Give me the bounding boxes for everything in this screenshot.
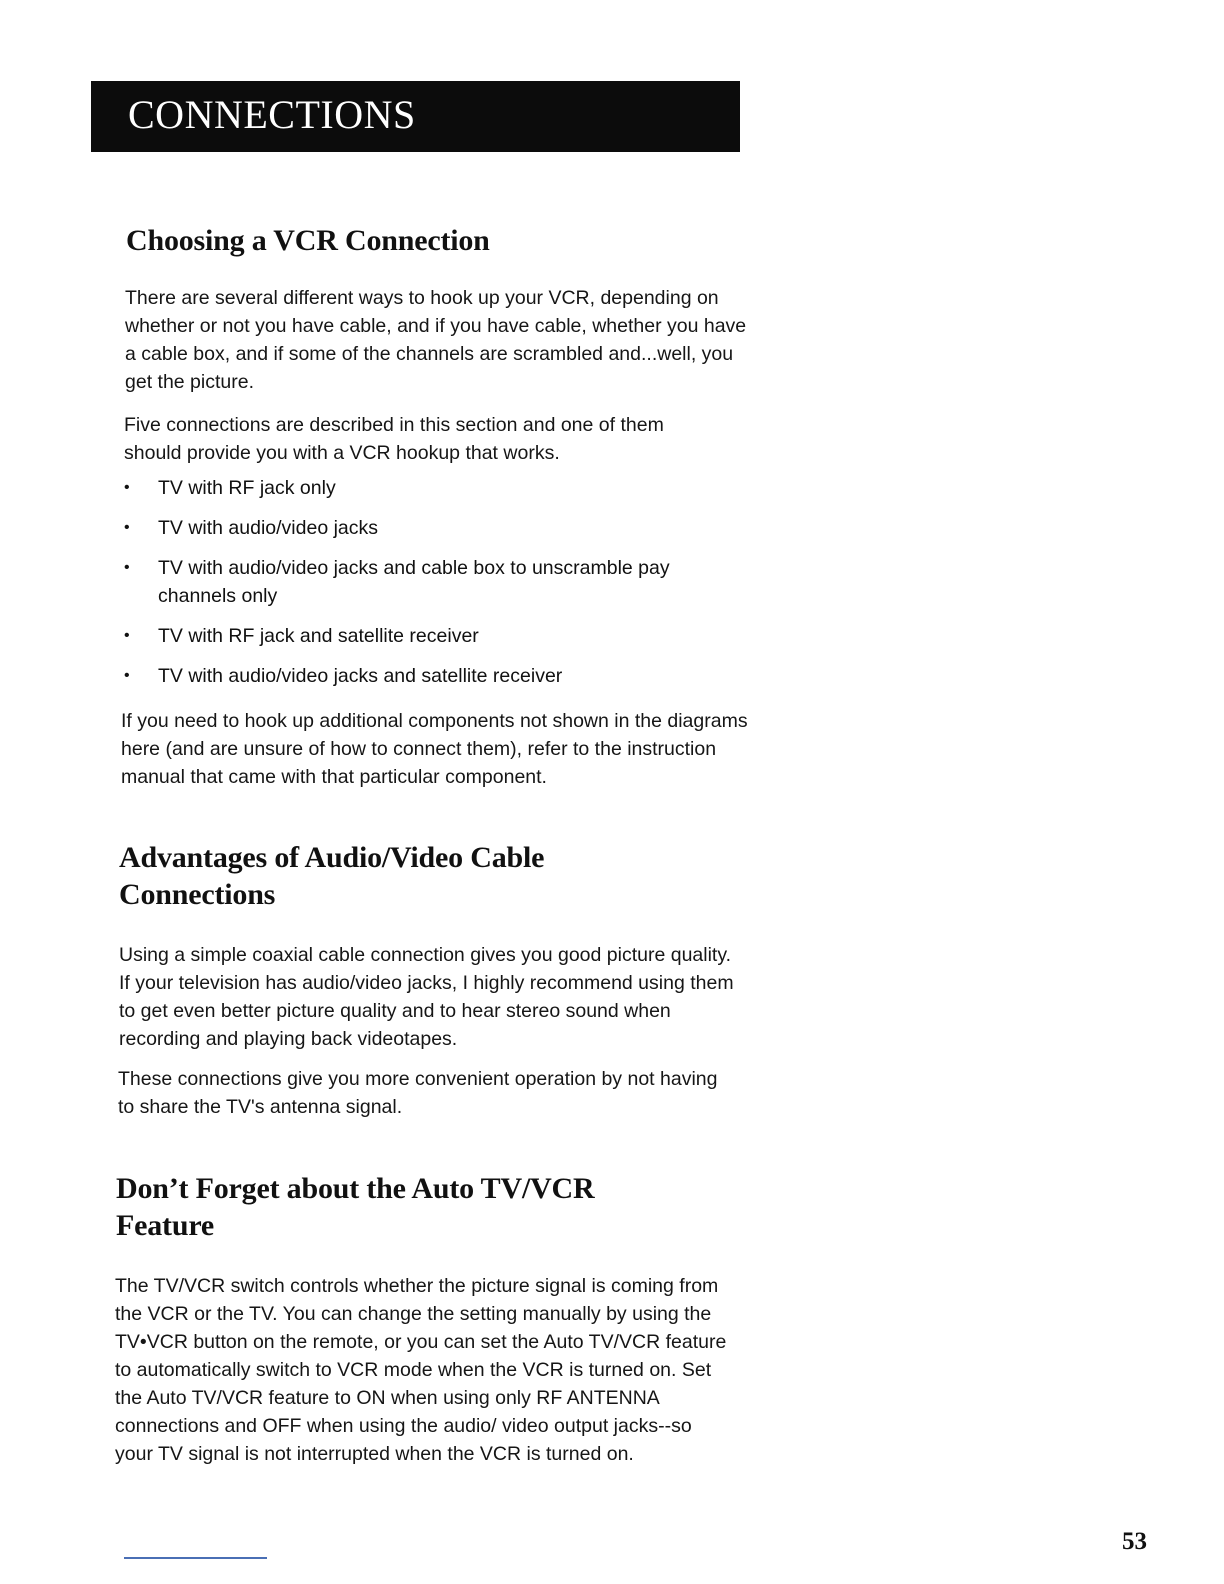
heading-advantages-av-line1: Advantages of Audio/Video Cable [119,841,545,874]
heading-advantages-av-line2: Connections [119,878,276,911]
convenience-paragraph: These connections give you more convenient operation by not having to share the TV's antenna signal. [118,1068,718,1118]
heading-choosing-vcr-connection: Choosing a VCR Connection [126,224,490,257]
bullet-glyph: • [124,519,130,536]
additional-components-paragraph: If you need to hook up additional components not shown in the diagrams here (and are unsure of how to connect them), refer to the instruction manual that came with that particular component. [121,710,748,788]
bullet-glyph: • [124,479,130,496]
heading-auto-tv-vcr-line1: Don’t Forget about the Auto TV/VCR [116,1172,595,1205]
coaxial-paragraph: Using a simple coaxial cable connection gives you good picture quality. If your television has audio/video jacks, I highly recommend using them to get even better picture quality and to hear stereo sound when recording and playing back videotapes. [119,944,734,1050]
bullet-glyph: • [124,667,130,684]
heading-auto-tv-vcr-line2: Feature [116,1209,215,1242]
footer-rule [124,1557,267,1559]
list-item: • TV with audio/video jacks and satellite receiver [124,662,744,690]
list-item: • TV with RF jack and satellite receiver [124,622,744,650]
list-item: • TV with audio/video jacks [124,514,744,542]
connection-list [124,474,744,702]
section-title: CONNECTIONS [128,92,416,137]
page-number: 53 [1122,1528,1147,1555]
bullet-glyph: • [124,559,130,576]
tv-vcr-switch-paragraph: The TV/VCR switch controls whether the picture signal is coming from the VCR or the TV. You can change the setting manually by using the TV•VCR button on the remote, or you can set the Auto TV/VCR feature to automatically switch to VCR mode when the VCR is turned on. Set the Auto TV/VCR feature to ON when using only RF ANTENNA connections and OFF when using the audio/ video output jacks--so your TV signal is not interrupted when the VCR is turned on. [115,1275,727,1465]
list-item: • TV with RF jack only [124,474,744,502]
list-item: • TV with audio/video jacks and cable box to unscramble pay channels only [124,554,744,610]
bullet-glyph: • [124,627,130,644]
connections-paragraph: Five connections are described in this section and one of them should provide you with a VCR hookup that works. [124,414,664,464]
intro-paragraph: There are several different ways to hook up your VCR, depending on whether or not you have cable, and if you have cable, whether you have a cable box, and if some of the channels are scrambled and...well, you get the picture. [125,287,747,393]
section-banner [91,81,740,152]
